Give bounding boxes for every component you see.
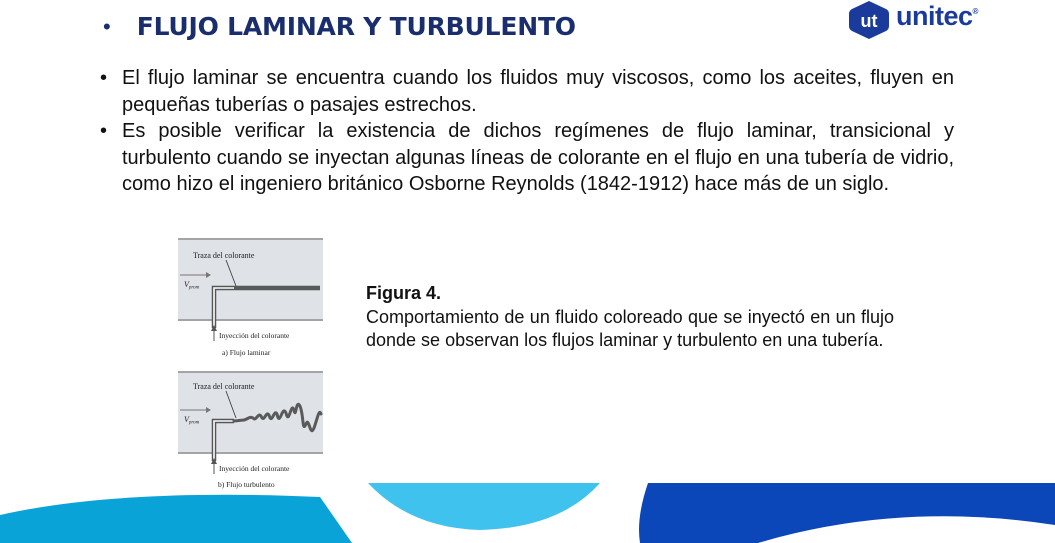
panel-turbulent bbox=[178, 371, 323, 489]
laminar-trace-label: Traza del colorante bbox=[193, 251, 255, 260]
turbulent-injection-label: Inyección del colorante bbox=[219, 464, 290, 473]
footer-center-cyan-shape bbox=[368, 483, 600, 530]
footer-left-cyan-shape bbox=[0, 495, 352, 543]
laminar-injection-label: Inyección del colorante bbox=[219, 331, 290, 340]
slide-title-row bbox=[103, 12, 576, 41]
laminar-velocity-label: Vprom bbox=[184, 280, 200, 291]
bullet-list bbox=[98, 65, 954, 198]
bullet-item-reynolds: • Es posible verificar la existencia de dichos regímenes de flujo laminar, transicional y turbulento cuando se inyectan algunas líneas de colorante en el flujo en una tubería de vidrio, como hizo el ingeniero británico Osborne Reynolds (1842-1912) hace más de un siglo. bbox=[98, 118, 954, 198]
logo-wordmark bbox=[896, 1, 978, 32]
unitec-logo bbox=[848, 0, 993, 40]
turbulent-panel-caption: b) Flujo turbulento bbox=[218, 480, 275, 489]
logo-registered-mark: ® bbox=[972, 7, 978, 16]
logo-mark-text: ut bbox=[860, 11, 878, 31]
figure-caption bbox=[366, 282, 894, 353]
title-bullet: • bbox=[103, 13, 111, 39]
laminar-panel-caption: a) Flujo laminar bbox=[222, 348, 271, 357]
figure-caption-title: Figura 4. bbox=[366, 283, 442, 303]
logo-wordmark-text: unitec bbox=[896, 1, 973, 31]
figure-caption-text: Comportamiento de un fluido coloreado que se inyectó en un flujo donde se observan los flujos laminar y turbulento en una tubería. bbox=[366, 306, 894, 350]
flow-figure bbox=[178, 238, 328, 494]
bullet-item-laminar: • El flujo laminar se encuentra cuando los fluidos muy viscosos, como los aceites, fluyen en pequeñas tuberías o pasajes estrechos. bbox=[98, 65, 954, 118]
turbulent-trace-label: Traza del colorante bbox=[193, 382, 255, 391]
footer-decoration bbox=[0, 483, 1055, 543]
turbulent-velocity-label: Vprom bbox=[184, 415, 200, 426]
unitec-logo-icon bbox=[848, 0, 890, 40]
panel-laminar bbox=[178, 238, 323, 357]
slide-title: FLUJO LAMINAR Y TURBULENTO bbox=[136, 12, 576, 41]
